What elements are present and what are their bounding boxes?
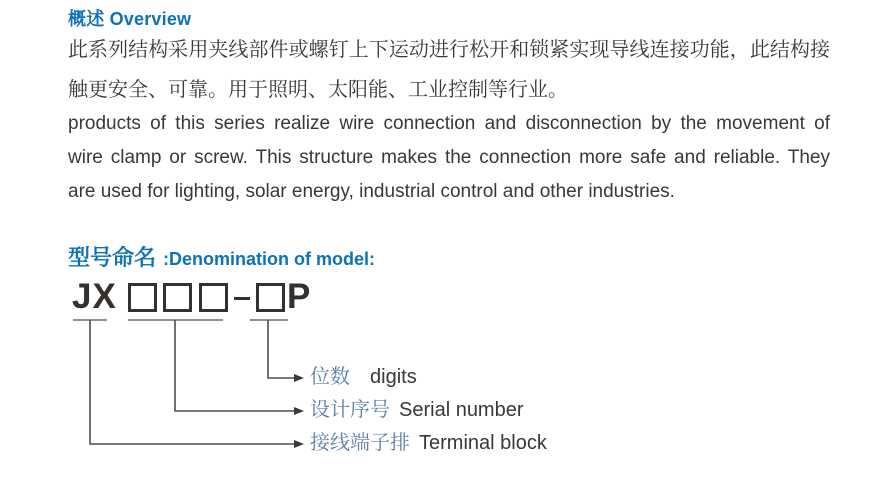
arrowhead-terminal-icon	[294, 440, 304, 448]
denomination-heading-zh: 型号命名	[68, 245, 157, 270]
denomination-heading-en: :Denomination of model:	[163, 249, 375, 269]
denomination-heading	[68, 241, 375, 272]
connector-terminal	[90, 320, 295, 444]
model-digit-box-2	[163, 283, 192, 312]
label-digits	[310, 364, 417, 391]
overview-zh-line-1: 此系列结构采用夹线部件或螺钉上下运动进行松开和锁紧实现导线连接功能，此结构接	[68, 39, 830, 61]
label-serial-number-en: Serial number	[399, 399, 524, 421]
overview-en-line-3: are used for lighting, solar energy, industrial control and other industries.	[68, 181, 675, 202]
overview-en-line-2: wire clamp or screw. This structure makes the connection more safe and reliable. They	[68, 147, 830, 168]
arrowhead-digits-icon	[294, 374, 304, 382]
overview-en-line-1: products of this series realize wire connection and disconnection by the movement of	[68, 113, 830, 134]
model-suffix: P	[287, 277, 312, 316]
model-prefix: JX	[72, 277, 117, 316]
label-terminal-block	[310, 430, 547, 457]
label-digits-en: digits	[370, 366, 417, 388]
overview-zh-line-2: 触更安全、可靠。用于照明、太阳能、工业控制等行业。	[68, 79, 568, 101]
model-dash	[234, 297, 250, 300]
model-digit-box-4	[256, 283, 285, 312]
label-serial-number-zh: 设计序号	[310, 399, 390, 421]
connector-serial	[175, 320, 295, 411]
label-terminal-block-en: Terminal block	[419, 432, 547, 454]
overview-heading: 概述 Overview	[68, 9, 192, 29]
connector-digits	[268, 320, 295, 378]
arrowhead-serial-icon	[294, 407, 304, 415]
model-digit-box-1	[128, 283, 157, 312]
label-terminal-block-zh: 接线端子排	[310, 432, 410, 454]
model-digit-box-3	[199, 283, 228, 312]
label-digits-zh: 位数	[310, 366, 350, 388]
label-serial-number	[310, 397, 524, 424]
